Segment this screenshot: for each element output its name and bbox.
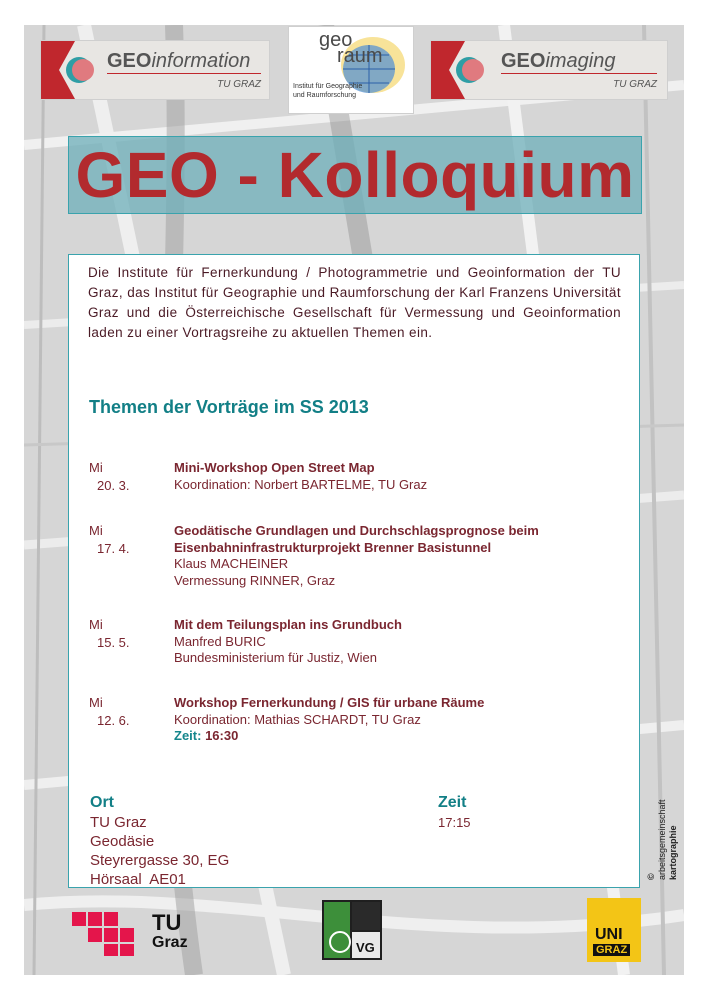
talk-day: Mi [89,695,103,710]
talk-title: Mini-Workshop Open Street Map [174,460,375,475]
geoinformation-logo-prefix: GEO [107,50,152,72]
uni-graz-logo-line2: GRAZ [593,944,630,956]
location-line: Hörsaal AE01 [90,871,186,888]
talk-date: 15. 5. [97,635,130,650]
talk-day: Mi [89,617,103,632]
geoimaging-logo-word: imaging [545,50,616,72]
talk-date: 17. 4. [97,541,130,556]
talk-detail: Koordination: Norbert BARTELME, TU Graz [174,476,428,492]
title-banner [68,136,642,214]
talk-day: Mi [89,460,103,475]
geoimaging-logo [430,40,668,100]
talk-affiliation: Bundesministerium für Justiz, Wien [174,650,378,665]
georaum-logo-caption2: und Raumforschung [293,92,357,99]
page-title: GEO - Kolloquium [75,139,635,211]
talk-speaker: Manfred BURIC [174,633,266,649]
location-line: Steyrergasse 30, EG [90,852,230,869]
tu-graz-logo [70,910,200,956]
time-block [438,793,471,832]
uni-graz-logo-line1: UNI [595,926,623,943]
talk-title-line2: Eisenbahninfrastrukturprojekt Brenner Basistunnel [174,539,492,555]
intro-text: Die Institute für Fernerkundung / Photogrammetrie und Geoinformation der TU Graz, das Institut für Geographie und Raumforschung der Karl Franzens Universität Graz und die Österreichische Gesellschaft für Vermessung und Geoinformation laden zu einer Vortragsreihe zu aktuellen Themen ein. [88,265,621,340]
talk-speaker: Klaus MACHEINER [174,556,289,571]
georaum-logo [288,26,414,114]
credit-line2: kartographie [668,825,678,880]
talk-date: 12. 6. [97,713,130,728]
talk-title: Geodätische Grundlagen und Durchschlagsprognose beim [174,523,539,538]
location-heading: Ort [90,794,114,811]
location-block [90,793,229,889]
copyright-symbol: © [646,873,656,880]
content-panel [68,254,640,888]
map-credit [646,799,678,880]
georaum-logo-caption1: Institut für Geographie [293,83,363,90]
tu-graz-logo-line2: Graz [152,934,188,951]
geoimaging-logo-sub: TU GRAZ [613,79,657,90]
talk-time-value: 16:30 [205,728,239,743]
talk-detail: Koordination: Mathias SCHARDT, TU Graz [174,711,421,727]
talk-affiliation: Vermessung RINNER, Graz [174,572,336,588]
tu-graz-logo-line1: TU [152,910,182,935]
georaum-logo-line2: raum [337,45,383,67]
geoinformation-logo-word: information [151,50,251,72]
geoimaging-logo-prefix: GEO [501,50,546,72]
uni-graz-logo [587,898,641,962]
georaum-logo-line1: geo [319,29,353,51]
credit-line1: arbeitsgemeinschaft [657,799,667,880]
talk-day: Mi [89,523,103,538]
talk-date: 20. 3. [97,478,130,493]
location-line: Geodäsie [90,833,155,850]
ovg-logo [322,900,382,960]
time-value: 17:15 [438,815,471,830]
talk-time-label: Zeit: [174,728,202,743]
time-heading: Zeit [438,794,467,811]
geoinformation-logo-sub: TU GRAZ [217,79,261,90]
themes-heading: Themen der Vorträge im SS 2013 [89,397,369,417]
ovg-logo-text: VG [356,940,375,955]
talk-title: Mit dem Teilungsplan ins Grundbuch [174,617,402,632]
geoinformation-logo [40,40,270,100]
location-line: TU Graz [90,814,147,831]
talk-title: Workshop Fernerkundung / GIS für urbane Räume [174,695,485,710]
